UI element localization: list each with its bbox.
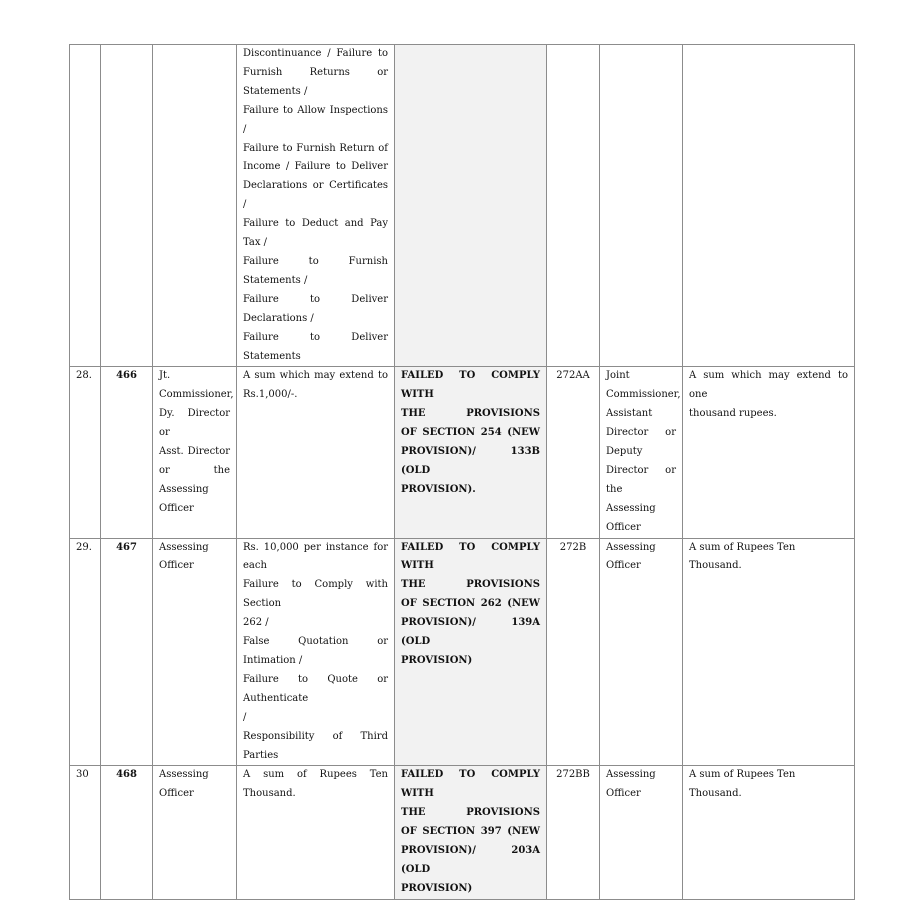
new-section-cell	[101, 538, 153, 766]
old-penalty-cell-line: A sum of Rupees Ten Thousand.	[689, 541, 796, 572]
old-penalty-cell-line: A sum which may extend to one	[689, 370, 848, 401]
new-penalty-cell	[237, 766, 395, 899]
new-penalty-cell-line: Failure to Deliver Statements	[243, 331, 388, 362]
old-authority-cell-line: Assessing	[606, 541, 656, 553]
table-row	[70, 367, 855, 538]
new-authority-cell	[153, 766, 237, 899]
new-authority-cell-line: Officer	[159, 788, 194, 800]
serial-number-cell	[70, 367, 101, 538]
old-authority-cell	[600, 766, 683, 899]
new-authority-cell-line: Commissioner,	[159, 389, 234, 401]
new-section-cell	[101, 367, 153, 538]
description-cell-line: OF SECTION 262 (NEW	[401, 598, 540, 610]
new-section-cell	[101, 45, 153, 367]
new-penalty-cell-line: False Quotation or Intimation /	[243, 636, 388, 666]
old-authority-cell	[600, 367, 683, 538]
new-penalty-cell-line: Failure to Furnish Return of	[243, 142, 388, 154]
old-authority-cell-line: Assessing	[606, 769, 656, 781]
old-section-cell-text: 272AA	[556, 370, 590, 382]
description-cell-line: PROVISION)/ 203A (OLD	[401, 845, 540, 875]
old-penalty-cell	[683, 367, 855, 538]
old-authority-cell-line: Director or the	[606, 464, 676, 495]
old-section-cell	[547, 367, 600, 538]
table-row	[70, 766, 855, 899]
description-cell	[395, 367, 547, 538]
new-penalty-cell-line: Responsibility of Third Parties	[243, 730, 388, 761]
new-section-cell	[101, 766, 153, 899]
old-penalty-cell	[683, 766, 855, 899]
description-cell-line: PROVISION)	[401, 882, 473, 894]
new-authority-cell-line: Assessing	[159, 541, 209, 553]
serial-number-cell-text: 28.	[76, 370, 92, 382]
description-cell-line: THE PROVISIONS	[401, 408, 540, 420]
new-authority-cell	[153, 538, 237, 766]
old-section-cell	[547, 538, 600, 766]
serial-number-cell	[70, 766, 101, 899]
old-authority-cell-line: Deputy	[606, 446, 643, 458]
description-cell-line: PROVISION).	[401, 483, 476, 495]
new-penalty-cell-line: Failure to Allow Inspections /	[243, 104, 388, 135]
old-authority-cell-line: Commissioner,	[606, 389, 681, 401]
description-cell-line: OF SECTION 254 (NEW	[401, 427, 540, 439]
new-penalty-cell	[237, 367, 395, 538]
description-cell-line: FAILED TO COMPLY WITH	[401, 370, 540, 401]
old-section-cell	[547, 45, 600, 367]
new-penalty-cell-line: Failure to Deduct and Pay Tax /	[243, 218, 388, 249]
new-penalty-cell-line: /	[243, 711, 247, 723]
description-cell	[395, 538, 547, 766]
new-penalty-cell-line: Failure to Furnish Statements /	[243, 255, 388, 286]
new-penalty-cell	[237, 538, 395, 766]
description-cell-line: OF SECTION 397 (NEW	[401, 826, 540, 838]
new-penalty-cell-line: Rs.1,000/-.	[243, 389, 298, 401]
new-section-cell-text: 466	[116, 370, 137, 382]
old-authority-cell	[600, 538, 683, 766]
old-authority-cell-line: Officer	[606, 560, 641, 572]
old-authority-cell-line: Director or	[606, 427, 676, 439]
new-penalty-cell-line: Furnish Returns or Statements /	[243, 66, 388, 97]
new-authority-cell	[153, 45, 237, 367]
old-authority-cell-line: Officer	[606, 521, 641, 533]
new-penalty-cell-line: Declarations or Certificates /	[243, 180, 388, 211]
new-penalty-cell-line: A sum which may extend to	[243, 370, 388, 382]
new-penalty-cell-line: Discontinuance / Failure to	[243, 48, 388, 59]
old-section-cell-text: 272BB	[556, 769, 590, 781]
table-row	[70, 538, 855, 766]
new-authority-cell-line: Assessing	[159, 769, 209, 781]
serial-number-cell-text: 29.	[76, 541, 92, 553]
description-cell	[395, 45, 547, 367]
description-cell	[395, 766, 547, 899]
description-cell-line: FAILED TO COMPLY WITH	[401, 541, 540, 572]
old-penalty-cell-line: thousand rupees.	[689, 408, 777, 420]
description-cell-line: PROVISION)	[401, 655, 473, 666]
new-authority-cell-line: Dy. Director or	[159, 408, 230, 439]
new-authority-cell	[153, 367, 237, 538]
serial-number-cell-text: 30	[76, 769, 89, 781]
old-penalty-cell-line: A sum of Rupees Ten Thousand.	[689, 769, 796, 800]
table-body	[70, 45, 855, 900]
serial-number-cell	[70, 538, 101, 766]
new-penalty-cell-line: A sum of Rupees Ten Thousand.	[243, 769, 388, 800]
new-penalty-cell-line: Failure to Deliver Declarations /	[243, 293, 388, 324]
description-cell-line: THE PROVISIONS	[401, 579, 540, 591]
description-cell-line: PROVISION)/ 139A (OLD	[401, 617, 540, 648]
table-row	[70, 45, 855, 367]
new-section-cell-text: 468	[116, 769, 137, 781]
new-authority-cell-line: or the	[159, 464, 230, 476]
old-section-cell-text: 272B	[559, 541, 587, 553]
new-penalty-cell-line: Failure to Comply with Section	[243, 579, 388, 610]
new-penalty-cell-line: 262 /	[243, 617, 269, 629]
description-cell-line: PROVISION)/ 133B (OLD	[401, 446, 540, 476]
old-authority-cell-line: Assistant	[606, 408, 653, 420]
old-authority-cell	[600, 45, 683, 367]
old-section-cell	[547, 766, 600, 899]
penalty-comparison-table	[69, 44, 855, 900]
serial-number-cell	[70, 45, 101, 367]
new-penalty-cell-line: Income / Failure to Deliver	[243, 161, 388, 173]
new-penalty-cell-line: Rs. 10,000 per instance for each	[243, 541, 388, 572]
new-authority-cell-line: Asst. Director	[159, 446, 230, 458]
old-authority-cell-line: Officer	[606, 788, 641, 800]
new-authority-cell-line: Officer	[159, 560, 194, 572]
new-authority-cell-line: Officer	[159, 502, 194, 514]
new-section-cell-text: 467	[116, 541, 137, 553]
new-authority-cell-line: Assessing	[159, 483, 209, 495]
description-cell-line: THE PROVISIONS	[401, 807, 540, 819]
old-authority-cell-line: Joint	[606, 370, 630, 382]
old-authority-cell-line: Assessing	[606, 502, 656, 514]
old-penalty-cell	[683, 45, 855, 367]
description-cell-line: FAILED TO COMPLY WITH	[401, 769, 540, 800]
new-authority-cell-line: Jt.	[159, 370, 171, 382]
new-penalty-cell-line: Failure to Quote or Authenticate	[243, 673, 388, 704]
new-penalty-cell	[237, 45, 395, 367]
old-penalty-cell	[683, 538, 855, 766]
